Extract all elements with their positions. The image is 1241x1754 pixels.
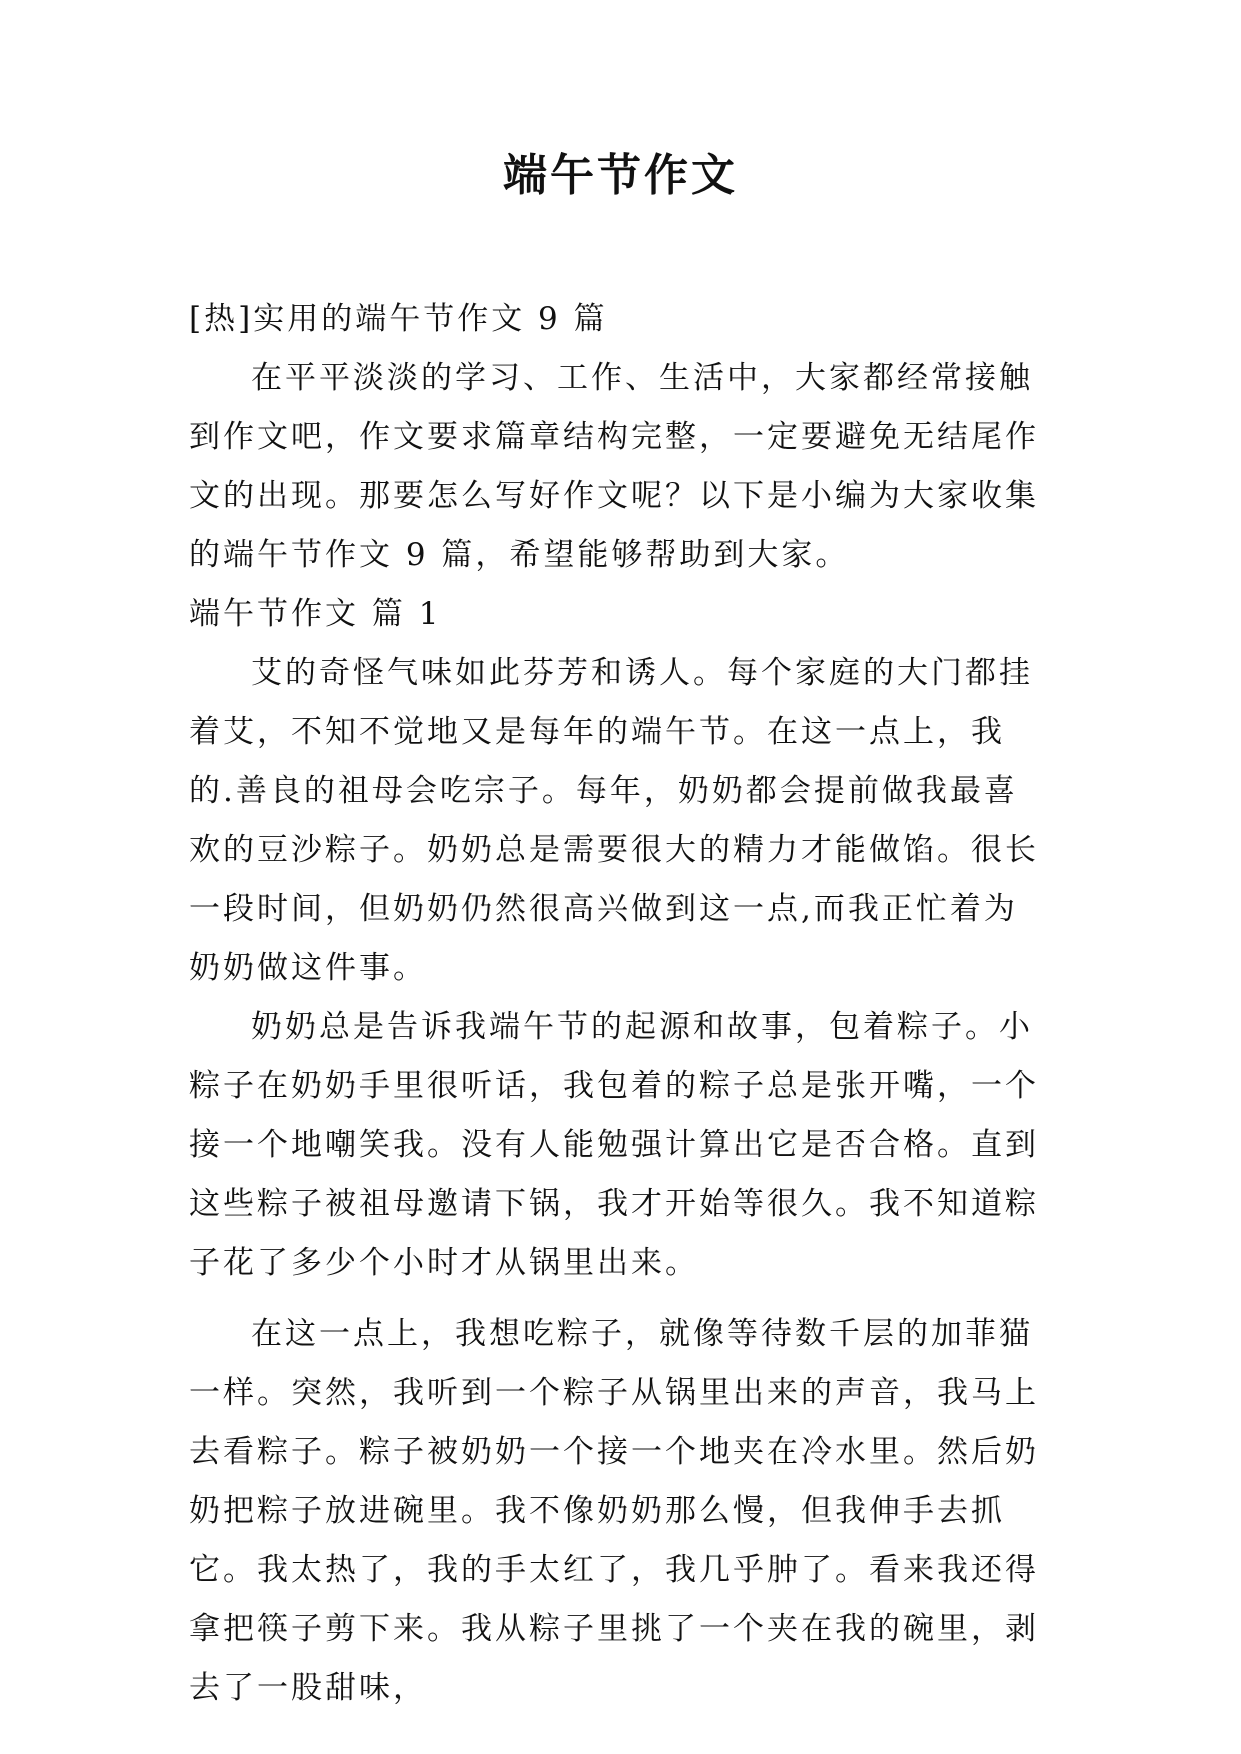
body-paragraph-1: 艾的奇怪气味如此芬芳和诱人。每个家庭的大门都挂着艾，不知不觉地又是每年的端午节。在这一点上，我的.善良的祖母会吃宗子。每年，奶奶都会提前做我最喜欢的豆沙粽子。奶奶总是需要很大的精力才能做馅。很长一段时间，但奶奶仍然很高兴做到这一点,而我正忙着为奶奶做这件事。 <box>189 655 1039 986</box>
body-paragraph-2: 奶奶总是告诉我端午节的起源和故事，包着粽子。小粽子在奶奶手里很听话，我包着的粽子总是张开嘴，一个接一个地嘲笑我。没有人能勉强计算出它是否合格。直到这些粽子被祖母邀请下锅，我才开始等很久。我不知道粽子花了多少个小时才从锅里出来。 <box>189 1009 1039 1281</box>
section-heading: 端午节作文 篇 1 <box>189 596 442 632</box>
body-paragraph-3: 在这一点上，我想吃粽子，就像等待数千层的加菲猫一样。突然，我听到一个粽子从锅里出来的声音，我马上去看粽子。粽子被奶奶一个接一个地夹在冷水里。然后奶奶把粽子放进碗里。我不像奶奶那么慢，但我伸手去抓它。我太热了，我的手太红了，我几乎肿了。看来我还得拿把筷子剪下来。我从粽子里挑了一个夹在我的碗里，剥去了一股甜味， <box>189 1316 1039 1706</box>
document-subtitle: [热]实用的端午节作文 9 篇 <box>189 301 608 337</box>
intro-paragraph: 在平平淡淡的学习、工作、生活中，大家都经常接触到作文吧，作文要求篇章结构完整，一定要避免无结尾作文的出现。那要怎么写好作文呢？以下是小编为大家收集的端午节作文 9 篇，希望能够帮助到大家。 <box>189 360 1039 573</box>
document-title: 端午节作文 <box>503 150 738 201</box>
document-body <box>189 290 1049 1718</box>
